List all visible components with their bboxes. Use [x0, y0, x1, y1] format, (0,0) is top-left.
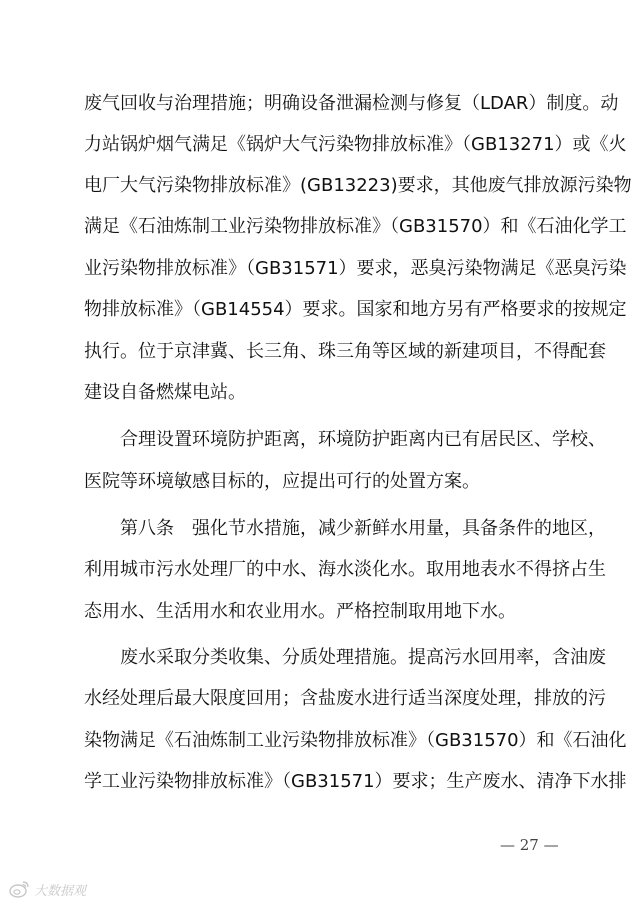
watermark [8, 878, 86, 900]
watermark-text: 大数据观 [34, 883, 87, 899]
paragraph-1-line-5: 业污染物排放标准》（GB31571）要求，恶臭污染物满足《恶臭污染 [84, 258, 627, 279]
paragraph-1-line-4: 满足《石油炼制工业污染物排放标准》（GB31570）和《石油化学工 [84, 216, 627, 237]
paragraph-3-line-3: 态用水、生活用水和农业用水。严格控制取用地下水。 [84, 601, 516, 622]
paragraph-3-line-1: 第八条 强化节水措施，减少新鲜水用量，具备条件的地区， [120, 518, 606, 539]
paragraph-1-line-3: 电厂大气污染物排放标准》(GB13223)要求，其他废气排放源污染物 [84, 175, 632, 196]
paragraph-1-line-2: 力站锅炉烟气满足《锅炉大气污染物排放标准》（GB13271）或《火 [84, 134, 627, 155]
paragraph-4-line-2: 水经处理后最大限度回用；含盐废水进行适当深度处理，排放的污 [84, 688, 606, 709]
paragraph-4-line-3: 染物满足《石油炼制工业污染物排放标准》（GB31570）和《石油化 [84, 730, 627, 751]
paragraph-4-line-1: 废水采取分类收集、分质处理措施。提高污水回用率，含油废 [120, 647, 606, 668]
paragraph-1-line-8: 建设自备燃煤电站。 [84, 382, 246, 403]
page-number: — 27 — [500, 836, 559, 854]
weibo-logo-icon [8, 879, 30, 899]
paragraph-1-line-6: 物排放标准》（GB14554）要求。国家和地方另有严格要求的按规定 [84, 299, 627, 320]
paragraph-4-line-4: 学工业污染物排放标准》（GB31571）要求；生产废水、清净下水排 [84, 771, 627, 792]
paragraph-3-line-2: 利用城市污水处理厂的中水、海水淡化水。取用地表水不得挤占生 [84, 559, 606, 580]
paragraph-2-line-1: 合理设置环境防护距离，环境防护距离内已有居民区、学校、 [120, 429, 606, 450]
paragraph-1-line-1: 废气回收与治理措施；明确设备泄漏检测与修复（LDAR）制度。动 [84, 93, 619, 114]
paragraph-2-line-2: 医院等环境敏感目标的，应提出可行的处置方案。 [84, 471, 480, 492]
paragraph-1-line-7: 执行。位于京津冀、长三角、珠三角等区域的新建项目，不得配套 [84, 341, 606, 362]
